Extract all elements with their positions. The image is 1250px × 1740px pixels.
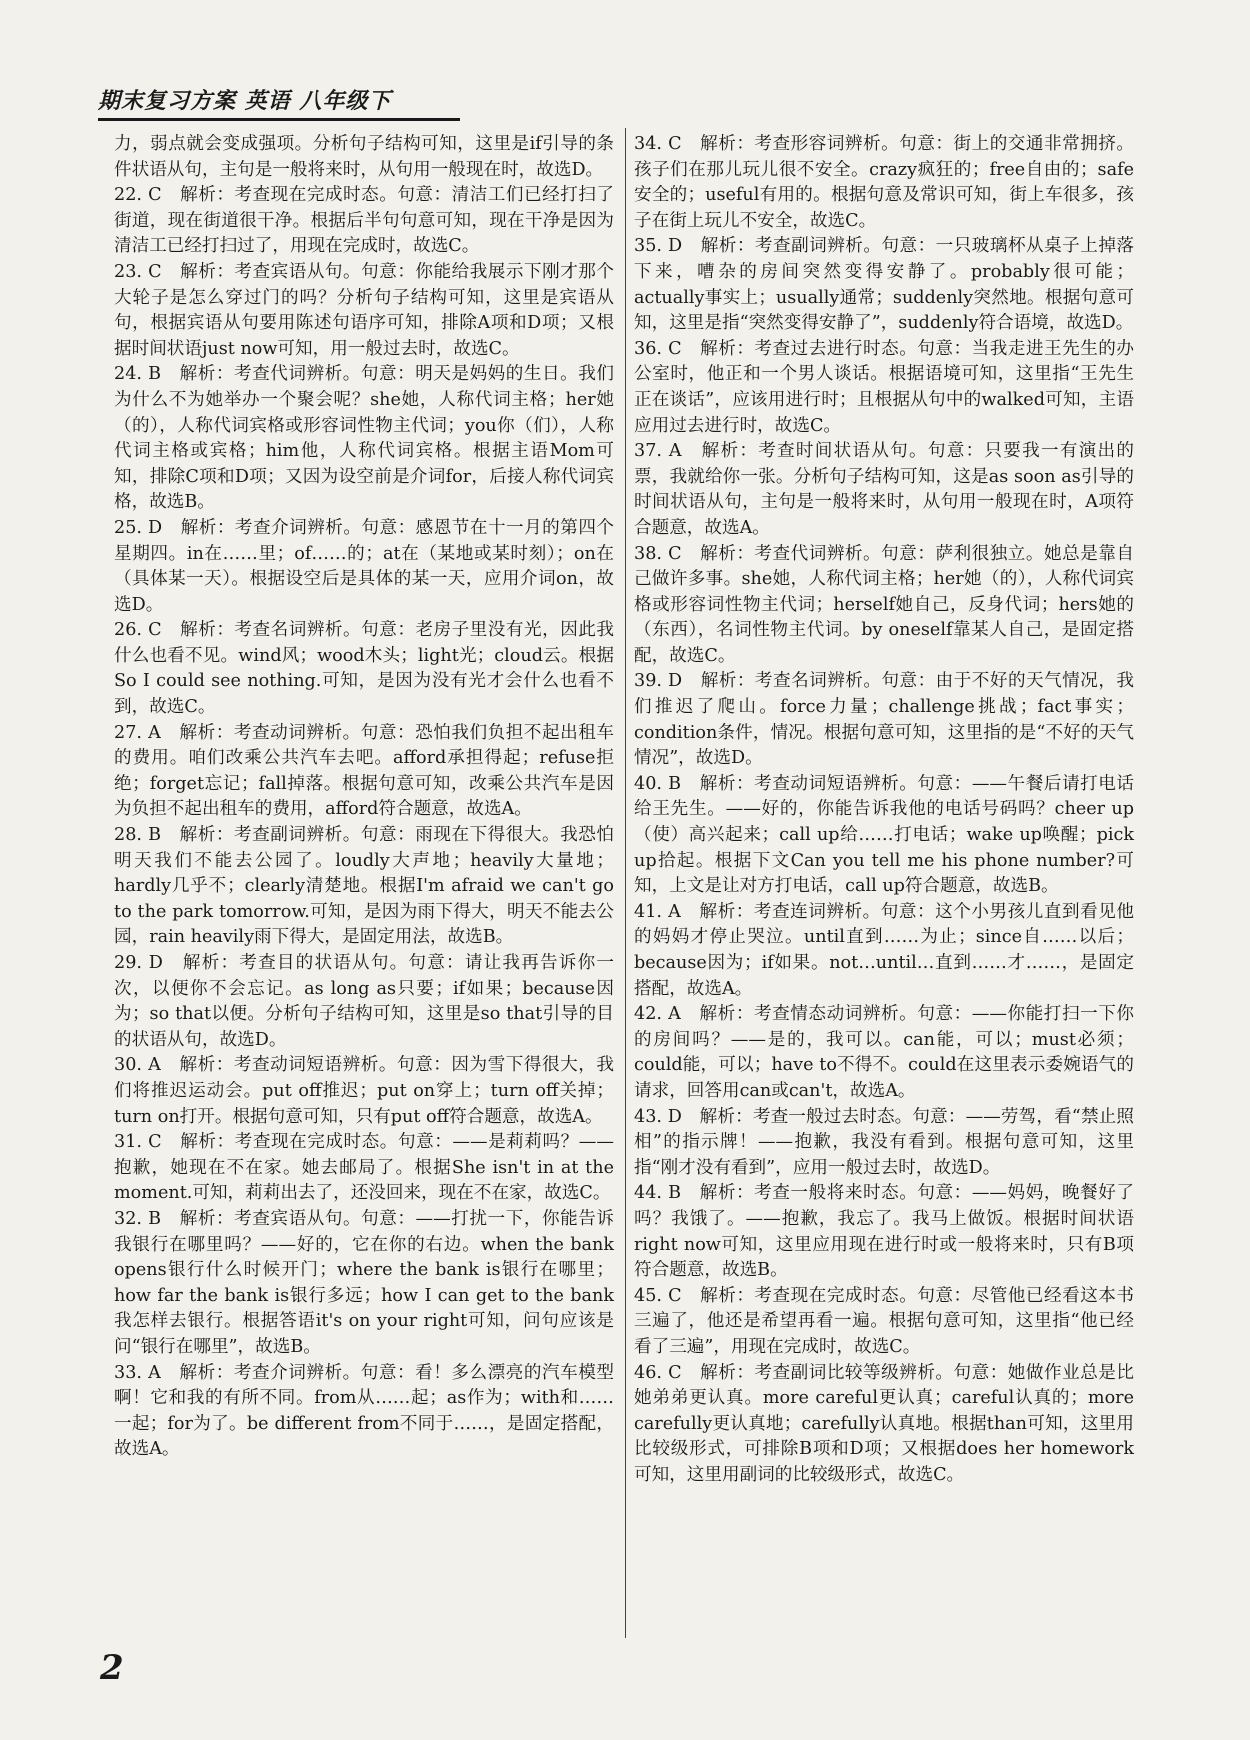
right-column — [634, 132, 1134, 1488]
answer-entry-23: 23. C 解析：考查宾语从句。句意：你能给我展示下刚才那个大轮子是怎么穿过门的吗？分析句子结构可知，这里是宾语从句，根据宾语从句要用陈述句语序可知，排除A项和D项；又根据时间状语just now可知，用一般过去时，故选C。 — [114, 261, 614, 359]
answer-entry-34: 34. C 解析：考查形容词辨析。句意：街上的交通非常拥挤。孩子们在那儿玩儿很不安全。crazy疯狂的；free自由的；safe安全的；useful有用的。根据句意及常识可知，街上车很多，孩子在街上玩儿不安全，故选C。 — [634, 134, 1134, 231]
answer-entry-26: 26. C 解析：考查名词辨析。句意：老房子里没有光，因此我什么也看不见。wind风；wood木头；light光；cloud云。根据So I could see nothing.可知，是因为没有光才会什么也看不到，故选C。 — [114, 620, 614, 718]
left-column — [114, 132, 614, 1463]
answer-entry-28: 28. B 解析：考查副词辨析。句意：雨现在下得很大。我恐怕明天我们不能去公园了。loudly大声地；heavily大量地；hardly几乎不；clearly清楚地。根据I'm afraid we can't go to the park tomorrow.可知，是因为雨下得大，明天不能去公园，rain heavily雨下得大，是固定用法，故选B。 — [114, 825, 614, 948]
answer-entry-41: 41. A 解析：考查连词辨析。句意：这个小男孩儿直到看见他的妈妈才停止哭泣。until直到……为止；since自……以后；because因为；if如果。not…until…直到……才……，是固定搭配，故选A。 — [634, 901, 1134, 999]
page-number: 2 — [100, 1648, 124, 1688]
answer-entry-33: 33. A 解析：考查介词辨析。句意：看！多么漂亮的汽车模型啊！它和我的有所不同。from从……起；as作为；with和……一起；for为了。be different from不同于……，是固定搭配，故选A。 — [114, 1362, 614, 1460]
answer-entry-44: 44. B 解析：考查一般将来时态。句意：——妈妈，晚餐好了吗？我饿了。——抱歉，我忘了。我马上做饭。根据时间状语right now可知，这里应用现在进行时或一般将来时，只有B项符合题意，故选B。 — [634, 1183, 1134, 1281]
answer-entry-31: 31. C 解析：考查现在完成时态。句意：——是莉莉吗？——抱歉，她现在不在家。她去邮局了。根据She isn't in at the moment.可知，莉莉出去了，还没回来，现在不在家，故选C。 — [114, 1132, 614, 1204]
answer-entry-27: 27. A 解析：考查动词辨析。句意：恐怕我们负担不起出租车的费用。咱们改乘公共汽车去吧。afford承担得起；refuse拒绝；forget忘记；fall掉落。根据句意可知，改乘公共汽车是因为负担不起出租车的费用，afford符合题意，故选A。 — [114, 722, 614, 820]
answer-entry-25: 25. D 解析：考查介词辨析。句意：感恩节在十一月的第四个星期四。in在……里；of……的；at在（某地或某时刻）；on在（具体某一天）。根据设空后是具体的某一天，应用介词on，故选D。 — [114, 517, 614, 615]
answer-entry-32: 32. B 解析：考查宾语从句。句意：——打扰一下，你能告诉我银行在哪里吗？——好的，它在你的右边。when the bank opens银行什么时候开门；where the bank is银行在哪里；how far the bank is银行多远；how I can get to the bank我怎样去银行。根据答语it's on your right可知，问句应该是问“银行在哪里”，故选B。 — [114, 1208, 614, 1357]
answer-entry-37: 37. A 解析：考查时间状语从句。句意：只要我一有演出的票，我就给你一张。分析句子结构可知，这是as soon as引导的时间状语从句，主句是一般将来时，从句用一般现在时，A项符合题意，故选A。 — [634, 441, 1134, 538]
answer-entry-45: 45. C 解析：考查现在完成时态。句意：尽管他已经看这本书三遍了，他还是希望再看一遍。根据句意可知，这里指“他已经看了三遍”，用现在完成时，故选C。 — [634, 1285, 1134, 1357]
answer-entry-46: 46. C 解析：考查副词比较等级辨析。句意：她做作业总是比她弟弟更认真。more careful更认真；careful认真的；more carefully更认真地；carefully认真地。根据than可知，这里用比较级形式，可排除B项和D项；又根据does her homework可知，这里用副词的比较级形式，故选C。 — [634, 1362, 1134, 1485]
header-rule — [98, 118, 460, 121]
answer-entry-36: 36. C 解析：考查过去进行时态。句意：当我走进王先生的办公室时，他正和一个男人谈话。根据语境可知，这里指“王先生正在谈话”，应该用进行时；且根据从句中的walked可知，主语应用过去进行时，故选C。 — [634, 338, 1134, 436]
answer-entry-30: 30. A 解析：考查动词短语辨析。句意：因为雪下得很大，我们将推迟运动会。put off推迟；put on穿上；turn off关掉；turn on打开。根据句意可知，只有put off符合题意，故选A。 — [114, 1055, 614, 1127]
answer-entry-42: 42. A 解析：考查情态动词辨析。句意：——你能打扫一下你的房间吗？——是的，我可以。can能，可以；must必须；could能，可以；have to不得不。could在这里表示委婉语气的请求，回答用can或can't，故选A。 — [634, 1004, 1134, 1101]
answer-entry-38: 38. C 解析：考查代词辨析。句意：萨利很独立。她总是靠自己做许多事。she她，人称代词主格；her她（的），人称代词宾格或形容词性物主代词；herself她自己，反身代词；hers她的（东西），名词性物主代词。by oneself靠某人自己，是固定搭配，故选C。 — [634, 543, 1134, 666]
answer-entry-40: 40. B 解析：考查动词短语辨析。句意：——午餐后请打电话给王先生。——好的，你能告诉我他的电话号码吗？cheer up（使）高兴起来；call up给……打电话；wake up唤醒；pick up拾起。根据下文Can you tell me his phone number?可知，上文是让对方打电话，call up符合题意，故选B。 — [634, 773, 1134, 897]
answer-entry-43: 43. D 解析：考查一般过去时态。句意：——劳驾，看“禁止照相”的指示牌！——抱歉，我没有看到。根据句意可知，这里指“刚才没有看到”，应用一般过去时，故选D。 — [634, 1106, 1134, 1178]
answer-entry-22: 22. C 解析：考查现在完成时态。句意：清洁工们已经打扫了街道，现在街道很干净。根据后半句句意可知，现在干净是因为清洁工已经打扫过了，用现在完成时，故选C。 — [114, 185, 614, 257]
answer-entry-24: 24. B 解析：考查代词辨析。句意：明天是妈妈的生日。我们为什么不为她举办一个聚会呢？she她，人称代词主格；her她（的），人称代词宾格或形容词性物主代词；you你（们），人称代词主格或宾格；him他，人称代词宾格。根据主语Mom可知，排除C项和D项；又因为设空前是介词for，后接人称代词宾格，故选B。 — [114, 364, 614, 513]
answer-entry-39: 39. D 解析：考查名词辨析。句意：由于不好的天气情况，我们推迟了爬山。force力量；challenge挑战；fact事实；condition条件，情况。根据句意可知，这里指的是“不好的天气情况”，故选D。 — [634, 671, 1134, 769]
answer-entry-35: 35. D 解析：考查副词辨析。句意：一只玻璃杯从桌子上掉落下来，嘈杂的房间突然变得安静了。probably很可能；actually事实上；usually通常；suddenly突然地。根据句意可知，这里是指“突然变得安静了”，suddenly符合语境，故选D。 — [634, 236, 1134, 334]
answer-entry-29: 29. D 解析：考查目的状语从句。句意：请让我再告诉你一次，以便你不会忘记。as long as只要；if如果；because因为；so that以便。分析句子结构可知，这里是so that引导的目的状语从句，故选D。 — [114, 953, 614, 1050]
page-header: 期末复习方案 英语 八年级下 — [98, 88, 392, 114]
continuation-text: 力，弱点就会变成强项。分析句子结构可知，这里是if引导的条件状语从句，主句是一般将来时，从句用一般现在时，故选D。 — [114, 134, 614, 180]
column-divider — [625, 128, 626, 1638]
